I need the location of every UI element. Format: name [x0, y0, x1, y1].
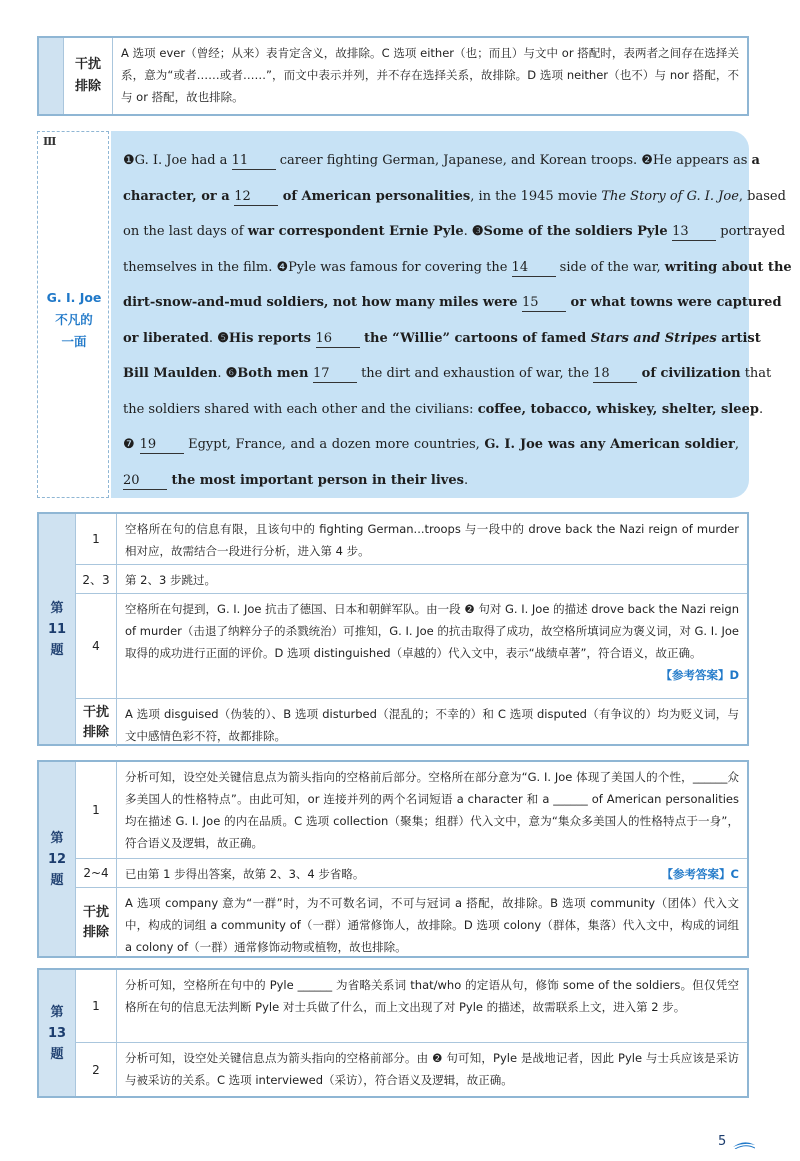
passage-segment: ❸Some of the soldiers Pyle — [471, 224, 673, 239]
step-text: 分析可知，设空处关键信息点为箭头指向的空格前部分。由 ❷ 句可知，Pyle 是战地记者，因此 Pyle 与士兵应该是采访与被采访的关系。C 选项 interviewed（采访），符合语义及逻辑，故正确。 — [125, 1051, 739, 1087]
passage-line — [123, 392, 764, 428]
passage-title: G. I. Joe 不凡的 一面 — [46, 290, 102, 349]
step-text: 分析可知，设空处关键信息点为箭头指向的空格前后部分。空格所在部分意为“G. I. Joe 体现了美国人的个性，______众多美国人的性格特点”。由此可知，or 连接并列的两个名词短语 a character 和 a ______ of American personalities 均在描述 G. I. Joe 的内在品质。C 选项 collection（聚集；组群）代入文中，意为“集众多美国人的性格特点于一身”，符合语义及逻辑，故正确。 — [125, 770, 739, 850]
passage-line — [123, 356, 772, 392]
passage-segment: or liberated — [123, 330, 209, 346]
step-text-with-answer — [117, 594, 747, 698]
question-11-box — [37, 512, 749, 746]
question-12-body — [76, 762, 747, 956]
passage-text — [111, 131, 792, 498]
passage-segment: The Story of G. I. Joe — [601, 188, 739, 204]
page-corner-icon — [733, 1139, 755, 1149]
passage-line — [123, 179, 786, 215]
question-12-box — [37, 760, 749, 958]
passage-segment: side of the war, — [555, 259, 665, 275]
passage-segment: coffee, tobacco, whiskey, shelter, sleep — [477, 401, 759, 417]
step-number: 1 — [76, 514, 117, 564]
step-text: 空格所在句的信息有限，且该句中的 fighting German...troops 与一段中的 drove back the Nazi reign of murder 相对应，故需结合一段进行分析，进入第 4 步。 — [125, 522, 739, 558]
question-11-label: 第 11 题 — [39, 514, 76, 744]
page-number: 5 — [718, 1134, 727, 1149]
distract-text: A 选项 company 意为“一群”时，为不可数名词，不可与冠词 a 搭配，故排除。B 选项 community（团体）代入文中，构成的词组 a community of（一群）通常修饰人，故排除。D 选项 colony（群体，集落）代入文中，构成的词组 a colony of（一群）通常修饰动物或植物，故也排除。 — [125, 896, 739, 954]
blank-13: 13 — [672, 224, 716, 241]
passage-segment: portrayed — [716, 224, 786, 239]
passage-segment: character, or a — [123, 188, 235, 204]
passage-segment: ❶G. I. Joe had a — [123, 153, 232, 168]
blank-15: 15 — [522, 295, 566, 312]
passage-segment: . — [217, 366, 226, 381]
top-distract-box — [37, 36, 749, 116]
passage-segment: Bill Maulden — [123, 366, 218, 381]
step-text: 第 2、3 步跳过。 — [125, 573, 216, 587]
distract-row — [76, 698, 747, 747]
passage-segment: themselves in the film. ❹Pyle was famous for covering the — [123, 259, 512, 275]
step-number: 2~4 — [76, 859, 117, 887]
passage-line — [123, 143, 760, 179]
blank-11: 11 — [232, 153, 276, 170]
passage-segment: ❷He appears as — [641, 153, 752, 168]
passage-segment: , based — [738, 188, 786, 204]
passage-segment: , in the 1945 movie — [470, 188, 602, 204]
question-13-box — [37, 968, 749, 1098]
passage-segment: or what towns were captured — [566, 295, 782, 310]
section-numeral: Ⅲ — [43, 135, 57, 148]
blank-17: 17 — [313, 366, 357, 383]
question-11-body — [76, 514, 747, 744]
passage-segment: . — [208, 330, 218, 346]
passage-segment: the dirt and exhaustion of war, the — [356, 366, 594, 381]
distract-text: A 选项 disguised（伪装的）、B 选项 disturbed（混乱的；不幸的）和 C 选项 disputed（有争议的）均为贬义词，与文中感情色彩不符，故都排除。 — [125, 707, 739, 743]
passage-line — [123, 463, 739, 499]
blank-18: 18 — [593, 366, 637, 383]
step-row — [76, 762, 747, 858]
passage-segment: writing about the — [664, 259, 792, 275]
blank-14: 14 — [512, 260, 556, 277]
distract-label: 干扰 排除 — [76, 888, 117, 958]
passage-section — [37, 131, 792, 498]
step-text: 分析可知，空格所在句中的 Pyle ______ 为省略关系词 that/who 的定语从句，修饰 some of the soldiers。但仅凭空格所在句的信息无法判断 Pyle 对士兵做了什么，而上文出现了对 Pyle 的描述，故需联系上文，进入第 2 步。 — [125, 978, 739, 1014]
step-number: 2 — [76, 1043, 117, 1097]
passage-segment: the most important person in their lives — [167, 472, 464, 488]
step-number: 2、3 — [76, 565, 117, 593]
passage-segment: war correspondent Ernie Pyle — [247, 224, 464, 239]
blank-16: 16 — [316, 331, 360, 348]
passage-line — [123, 214, 786, 250]
color-strip — [39, 38, 64, 114]
passage-segment: career fighting German, Japanese, and Korean troops. — [275, 153, 642, 168]
step-row — [76, 514, 747, 564]
step-row — [76, 564, 747, 593]
passage-segment: , — [734, 437, 739, 452]
question-13-body — [76, 970, 747, 1096]
distract-text: A 选项 ever（曾经；从来）表肯定含义，故排除。C 选项 either（也；而且）与文中 or 搭配时，表两者之间存在选择关系，意为“或者……或者……”，而文中表示并列，并不存在选择关系，故排除。D 选项 neither（也不）与 nor 搭配，不与 or 搭配，故也排除。 — [121, 46, 739, 104]
passage-segment: of American personalities — [278, 188, 471, 204]
step-number: 1 — [76, 970, 117, 1042]
passage-segment: on the last days of — [123, 224, 248, 239]
blank-20: 20 — [123, 473, 167, 490]
distract-label: 干扰 排除 — [64, 38, 113, 114]
passage-segment: ❺His reports — [217, 330, 316, 346]
distract-row — [76, 887, 747, 958]
passage-segment: a — [751, 153, 760, 168]
question-13-label: 第 13 题 — [39, 970, 76, 1096]
passage-segment: dirt-snow-and-mud soldiers, not how many miles were — [123, 295, 522, 310]
passage-segment: . — [463, 224, 472, 239]
blank-19: 19 — [140, 437, 184, 454]
step-row — [76, 593, 747, 698]
step-text: 空格所在句提到，G. I. Joe 抗击了德国、日本和朝鲜军队。由一段 ❷ 句对 G. I. Joe 的描述 drove back the Nazi reign of murder（击退了纳粹分子的杀戮统治）可推知，G. I. Joe 的抗击取得了成功，故空格所填词应为褒义词，对 G. I. Joe 取得的成功进行正面的评价。D 选项 distinguished（卓越的）代入文中，表示“战绩卓著”，符合语义，故正确。 — [125, 602, 739, 660]
step-number: 4 — [76, 594, 117, 698]
answer-badge: 【参考答案】D — [660, 668, 739, 682]
passage-segment: Stars and Stripes — [590, 330, 717, 346]
answer-badge: 【参考答案】C — [661, 867, 739, 881]
passage-segment: ❻Both men — [225, 366, 313, 381]
step-text: 已由第 1 步得出答案，故第 2、3、4 步省略。 — [125, 867, 365, 881]
passage-line — [123, 427, 739, 463]
distract-label: 干扰 排除 — [76, 699, 117, 747]
passage-segment: that — [740, 366, 772, 381]
passage-sidebar — [37, 131, 109, 498]
passage-segment: artist — [716, 330, 761, 346]
passage-segment: ❼ — [123, 437, 140, 452]
step-row — [76, 970, 747, 1042]
passage-segment: the “Willie” cartoons of famed — [359, 330, 591, 346]
passage-segment: . — [758, 401, 764, 417]
passage-line — [123, 321, 761, 357]
passage-segment: Egypt, France, and a dozen more countries, — [183, 437, 485, 452]
step-number: 1 — [76, 762, 117, 858]
step-text-with-answer — [117, 859, 747, 887]
passage-segment: . — [463, 472, 469, 488]
question-12-label: 第 12 题 — [39, 762, 76, 956]
blank-12: 12 — [234, 189, 278, 206]
passage-segment: the soldiers shared with each other and the civilians: — [123, 401, 478, 417]
passage-segment: of civilization — [637, 366, 741, 381]
passage-segment: G. I. Joe was any American soldier — [484, 437, 735, 452]
step-row — [76, 858, 747, 887]
step-row — [76, 1042, 747, 1097]
passage-line — [123, 285, 782, 321]
passage-line — [123, 250, 792, 286]
